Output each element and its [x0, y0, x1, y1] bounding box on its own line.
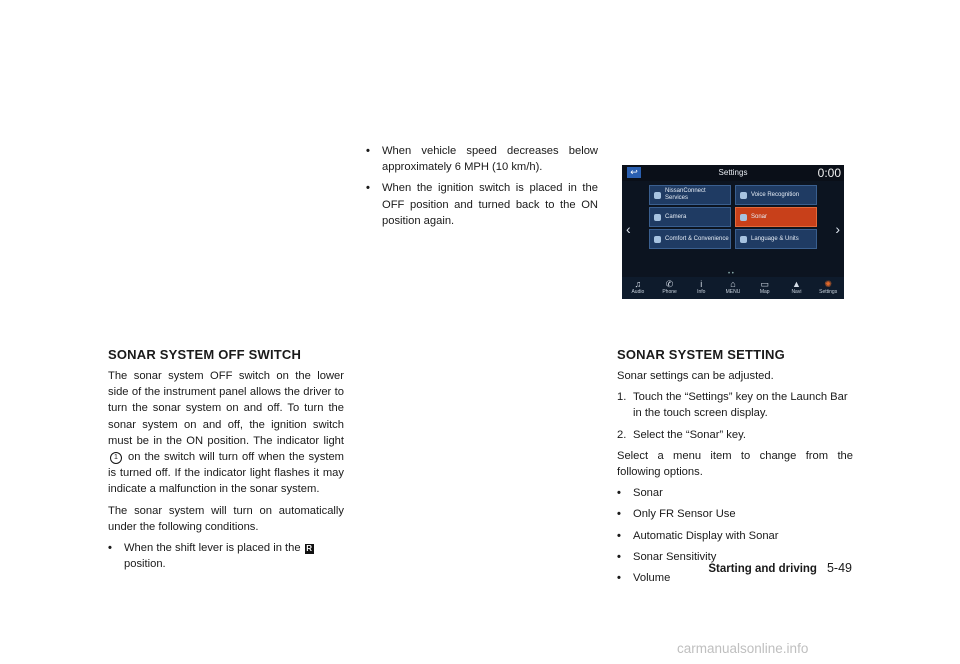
bullet-icon: • — [617, 550, 621, 563]
tile-nissanconnect — [649, 185, 731, 205]
paragraph-intro: Sonar settings can be adjusted. — [617, 370, 774, 382]
phone-icon: ✆ — [665, 279, 674, 289]
chevron-left-icon: ‹ — [626, 221, 631, 237]
music-note-icon: ♫ — [634, 279, 642, 289]
footer-section-title: Starting and driving — [708, 563, 817, 575]
paragraph-select: Select a menu item to change from the following options. — [617, 449, 853, 479]
bullet-icon: • — [617, 508, 621, 521]
back-icon: ↩ — [627, 167, 641, 178]
option-text: Volume — [633, 572, 671, 585]
gear-icon: ✺ — [824, 279, 832, 289]
list-item — [617, 528, 853, 544]
paragraph-text: on the switch will turn off when the system is turned off. If the indicator light flashes it may indicate a malfunction in the sonar system. — [108, 451, 344, 496]
indicator-marker-icon: 1 — [110, 452, 122, 464]
left-column — [108, 347, 344, 577]
launch-label: Audio — [631, 289, 645, 295]
gear-r-icon: R — [306, 544, 312, 554]
bullet-icon: • — [108, 542, 112, 555]
launch-label: Info — [697, 289, 706, 295]
tile-comfort-convenience — [649, 229, 731, 249]
camera-icon — [654, 214, 661, 221]
launch-item-map — [749, 277, 781, 299]
step-number: 2. — [617, 428, 627, 441]
tile-sonar — [735, 207, 817, 227]
option-text: Automatic Display with Sonar — [633, 529, 779, 542]
launch-item-menu — [717, 277, 749, 299]
paragraph-text: The sonar system OFF switch on the lower side of the instrument panel allows the driver to turn the sonar system on and off. To turn the sonar system on and off, the ignition switch must be in the ON position. The indicator light — [108, 370, 344, 447]
watermark: carmanualsonline.info — [677, 641, 809, 656]
comfort-icon — [654, 236, 661, 243]
step-number: 1. — [617, 391, 627, 404]
right-column — [617, 347, 853, 591]
chevron-right-icon: › — [835, 221, 840, 237]
tile-camera — [649, 207, 731, 227]
page-indicator-icon: • • — [728, 271, 734, 277]
middle-column — [366, 143, 598, 234]
map-icon: ▭ — [760, 279, 769, 289]
paragraph-auto-on: The sonar system will turn on automatically under the following conditions. — [108, 504, 344, 533]
list-item — [108, 540, 344, 572]
screen-title: Settings — [718, 168, 748, 177]
list-item — [366, 143, 598, 175]
launch-item-settings — [812, 277, 844, 299]
launch-item-phone — [654, 277, 686, 299]
launch-label: Map — [759, 289, 770, 295]
launch-label: MENU — [725, 289, 741, 295]
option-text: Sonar — [633, 487, 663, 500]
launch-label: Navi — [791, 289, 802, 295]
list-item-text: position. — [124, 558, 166, 571]
sonar-icon — [740, 214, 747, 221]
tile-label: NissanConnect Services — [665, 188, 706, 201]
numbered-step — [617, 427, 853, 443]
launch-label: Phone — [662, 289, 677, 295]
voice-icon — [740, 192, 747, 199]
settings-screen-image — [622, 165, 844, 299]
list-item — [617, 506, 853, 522]
nissanconnect-icon — [654, 192, 661, 199]
paragraph-off-switch — [108, 368, 344, 498]
tile-label: Camera — [665, 213, 687, 220]
page-number: 5-49 — [826, 561, 852, 575]
list-item-text: When the shift lever is placed in the — [124, 542, 301, 555]
launch-label: Settings — [819, 289, 838, 295]
bullet-icon: • — [366, 182, 370, 195]
bullet-icon: • — [617, 529, 621, 542]
screen-clock: 0:00 — [817, 166, 841, 180]
home-icon: ⌂ — [730, 279, 736, 289]
launch-item-info — [685, 277, 717, 299]
option-text: Sonar Sensitivity — [633, 550, 717, 563]
launch-item-audio — [622, 277, 654, 299]
numbered-step — [617, 389, 853, 421]
tile-voice-recognition — [735, 185, 817, 205]
bullet-icon: • — [617, 572, 621, 585]
screen-header — [622, 165, 844, 181]
bullet-icon: • — [617, 487, 621, 500]
page-footer — [708, 561, 852, 575]
bullet-icon: • — [366, 145, 370, 157]
list-item-text: When vehicle speed decreases below approximately 6 MPH (10 km/h). — [382, 145, 598, 174]
tile-label: Comfort & Convenience — [665, 235, 729, 242]
tile-label: Language & Units — [751, 235, 799, 242]
step-text: Select the “Sonar” key. — [633, 428, 746, 441]
list-item — [617, 485, 853, 501]
option-text: Only FR Sensor Use — [633, 508, 736, 521]
list-item-text: When the ignition switch is placed in the OFF position and turned back to the ON position again. — [382, 182, 598, 227]
tile-label: Voice Recognition — [751, 191, 800, 198]
launch-item-navi — [781, 277, 813, 299]
tile-label: Sonar — [751, 213, 768, 220]
language-icon — [740, 236, 747, 243]
info-icon: i — [700, 279, 703, 289]
section-heading-sonar-off-switch: SONAR SYSTEM OFF SWITCH — [108, 347, 302, 362]
tile-language-units — [735, 229, 817, 249]
section-heading-sonar-setting: SONAR SYSTEM SETTING — [617, 347, 785, 362]
step-text: Touch the “Settings” key on the Launch Bar in the touch screen display. — [633, 391, 848, 420]
launch-bar — [622, 277, 844, 299]
list-item — [366, 180, 598, 229]
navigation-arrow-icon: ▲ — [791, 279, 801, 289]
